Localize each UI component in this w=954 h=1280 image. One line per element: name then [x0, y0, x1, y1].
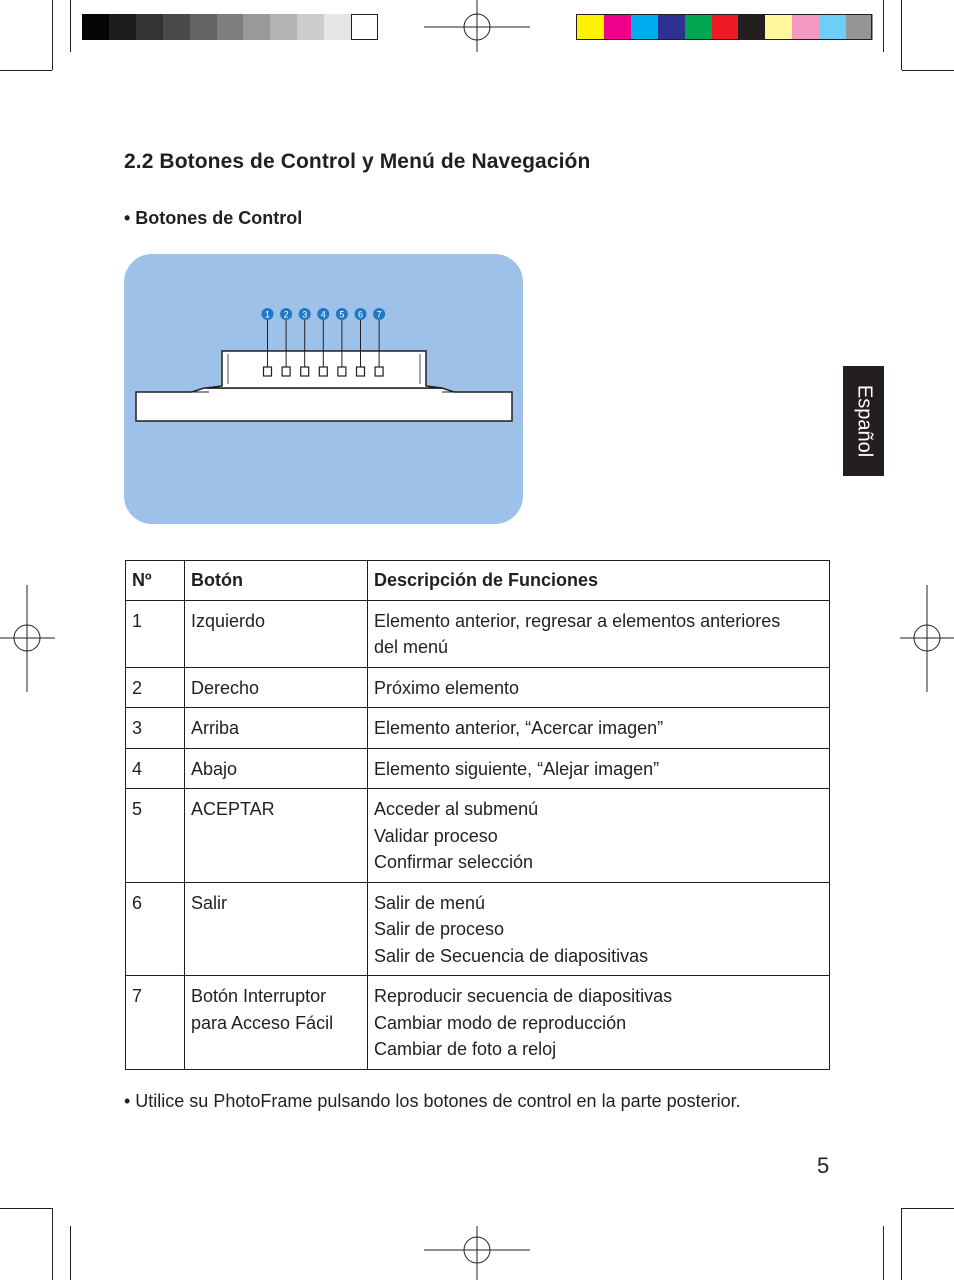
- row-description-line: Elemento anterior, “Acercar imagen”: [374, 718, 664, 738]
- row-button: [185, 667, 368, 708]
- row-description: [368, 667, 830, 708]
- control-button-3: [301, 367, 309, 376]
- usage-note: • Utilice su PhotoFrame pulsando los botones de control en la parte posterior.: [124, 1091, 741, 1111]
- row-number: 2: [126, 667, 185, 708]
- table-row: [126, 882, 830, 976]
- row-description: [368, 748, 830, 789]
- row-button-line: Abajo: [191, 758, 238, 779]
- buttons-table: [125, 560, 830, 1070]
- row-description-line: Confirmar selección: [374, 852, 534, 872]
- table-header-row: [126, 561, 830, 601]
- page-number: 5: [817, 1153, 830, 1178]
- row-number: 7: [126, 976, 185, 1070]
- callout-number-1: 1: [264, 309, 271, 320]
- control-button-6: [357, 367, 365, 376]
- row-button-line: Salir: [191, 892, 228, 913]
- row-button-line: Izquierdo: [191, 610, 266, 631]
- callout-number-3: 3: [302, 309, 308, 320]
- row-number: 1: [126, 600, 185, 667]
- row-description-line: Validar proceso: [374, 825, 498, 846]
- row-description: [368, 708, 830, 749]
- row-button: [185, 882, 368, 976]
- row-description-line: Cambiar de foto a reloj: [374, 1039, 557, 1059]
- control-button-2: [282, 367, 290, 376]
- row-description-line: Elemento anterior, regresar a elementos anteriores: [374, 610, 781, 631]
- header-description: Descripción de Funciones: [368, 561, 830, 601]
- row-description: [368, 976, 830, 1070]
- callout-number-4: 4: [320, 309, 326, 320]
- control-button-4: [319, 367, 327, 376]
- row-description-line: Acceder al submenú: [374, 799, 539, 819]
- device-diagram: [124, 254, 523, 524]
- row-button-line: ACEPTAR: [191, 799, 275, 819]
- row-description-line: Reproducir secuencia de diapositivas: [374, 986, 673, 1006]
- row-button-line: Botón Interruptor: [191, 986, 327, 1006]
- device-base: [136, 388, 512, 421]
- callout-number-7: 7: [376, 309, 382, 320]
- row-description-line: Próximo elemento: [374, 677, 520, 698]
- row-description: [368, 882, 830, 976]
- table-row: [126, 789, 830, 883]
- table-row: [126, 748, 830, 789]
- section-title: 2.2 Botones de Control y Menú de Navegación: [124, 150, 591, 173]
- table-row: [126, 600, 830, 667]
- callout-number-5: 5: [339, 309, 345, 320]
- row-number: 5: [126, 789, 185, 883]
- row-button-line: para Acceso Fácil: [191, 1012, 334, 1033]
- table-row: [126, 976, 830, 1070]
- section-subtitle: • Botones de Control: [124, 208, 303, 228]
- language-tab: [843, 366, 884, 476]
- table-row: [126, 667, 830, 708]
- control-button-7: [375, 367, 383, 376]
- row-description: [368, 789, 830, 883]
- row-button: [185, 789, 368, 883]
- row-description-line: Salir de Secuencia de diapositivas: [374, 945, 649, 966]
- header-number: Nº: [126, 561, 185, 601]
- row-description-line: Cambiar modo de reproducción: [374, 1012, 627, 1033]
- row-number: 3: [126, 708, 185, 749]
- row-button: [185, 600, 368, 667]
- control-button-1: [264, 367, 272, 376]
- row-description-line: Elemento siguiente, “Alejar imagen”: [374, 758, 660, 779]
- control-button-5: [338, 367, 346, 376]
- row-description-line: Salir de menú: [374, 892, 486, 913]
- row-description-line: Salir de proceso: [374, 919, 505, 939]
- row-button: [185, 708, 368, 749]
- callout-number-2: 2: [283, 309, 289, 320]
- control-buttons-figure: [124, 254, 523, 524]
- row-description-line: del menú: [374, 637, 449, 657]
- row-button: [185, 976, 368, 1070]
- row-button-line: Arriba: [191, 718, 240, 738]
- row-number: 6: [126, 882, 185, 976]
- row-button: [185, 748, 368, 789]
- table-row: [126, 708, 830, 749]
- row-number: 4: [126, 748, 185, 789]
- row-button-line: Derecho: [191, 677, 260, 698]
- row-description: [368, 600, 830, 667]
- callout-number-6: 6: [357, 309, 364, 320]
- header-button: Botón: [185, 561, 368, 601]
- language-tab-label: Español: [853, 384, 875, 458]
